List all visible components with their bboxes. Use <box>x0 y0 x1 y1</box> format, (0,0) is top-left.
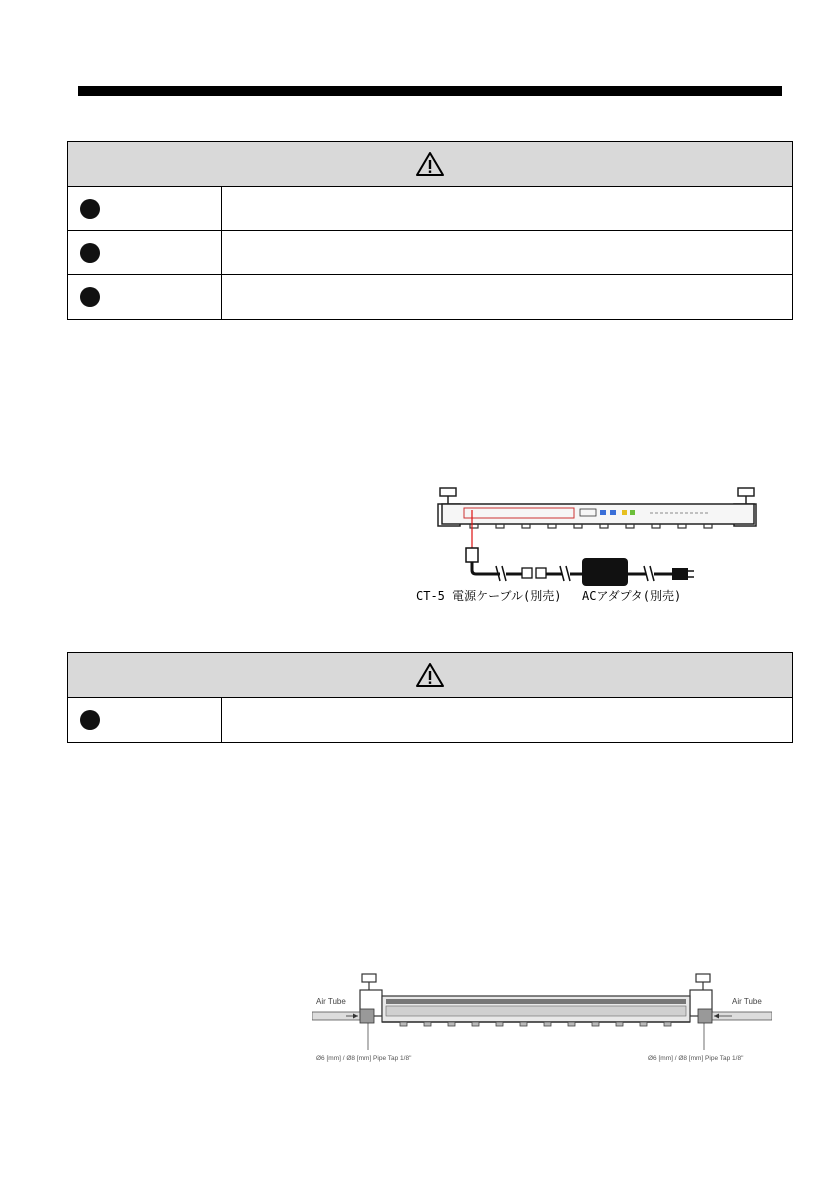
warning-header <box>68 142 792 187</box>
bullet-dot-icon <box>80 710 100 730</box>
warning-row-label <box>68 231 222 274</box>
warning-row-label <box>68 698 222 742</box>
warning-row <box>68 231 792 275</box>
warning-row <box>68 275 792 319</box>
right-fitting-label: Ø6 [mm] / Ø8 [mm] Pipe Tap 1/8" <box>648 1055 744 1062</box>
left-air-tube-label: Air Tube <box>316 997 346 1006</box>
warning-row <box>68 187 792 231</box>
right-air-tube-label: Air Tube <box>732 997 762 1006</box>
bullet-dot-icon <box>80 243 100 263</box>
plug-icon <box>672 568 688 580</box>
left-fitting-label: Ø6 [mm] / Ø8 [mm] Pipe Tap 1/8" <box>316 1055 412 1062</box>
bullet-dot-icon <box>80 287 100 307</box>
connector-icon <box>466 548 478 562</box>
warning-row-label <box>68 275 222 319</box>
ionizer-bar <box>442 504 754 524</box>
warning-row-text <box>222 187 792 230</box>
cable-label: CT-5 電源ケーブル(別売) <box>416 589 562 603</box>
adapter-label: ACアダプタ(別売) <box>582 589 682 603</box>
warning-header <box>68 653 792 698</box>
warning-row-text <box>222 275 792 319</box>
left-fitting-icon <box>360 1009 374 1023</box>
warning-triangle-icon <box>415 151 445 177</box>
warning-row <box>68 698 792 742</box>
warning-row-text <box>222 698 792 742</box>
warning-triangle-icon <box>415 662 445 688</box>
header-rule <box>78 86 782 96</box>
right-fitting-icon <box>698 1009 712 1023</box>
warning-table-1 <box>67 141 793 320</box>
bullet-dot-icon <box>80 199 100 219</box>
figure-power-connection <box>410 478 780 608</box>
warning-row-text <box>222 231 792 274</box>
warning-table-2 <box>67 652 793 743</box>
ac-adapter-icon <box>582 558 628 586</box>
figure-air-tube-connection <box>312 968 772 1078</box>
warning-row-label <box>68 187 222 230</box>
